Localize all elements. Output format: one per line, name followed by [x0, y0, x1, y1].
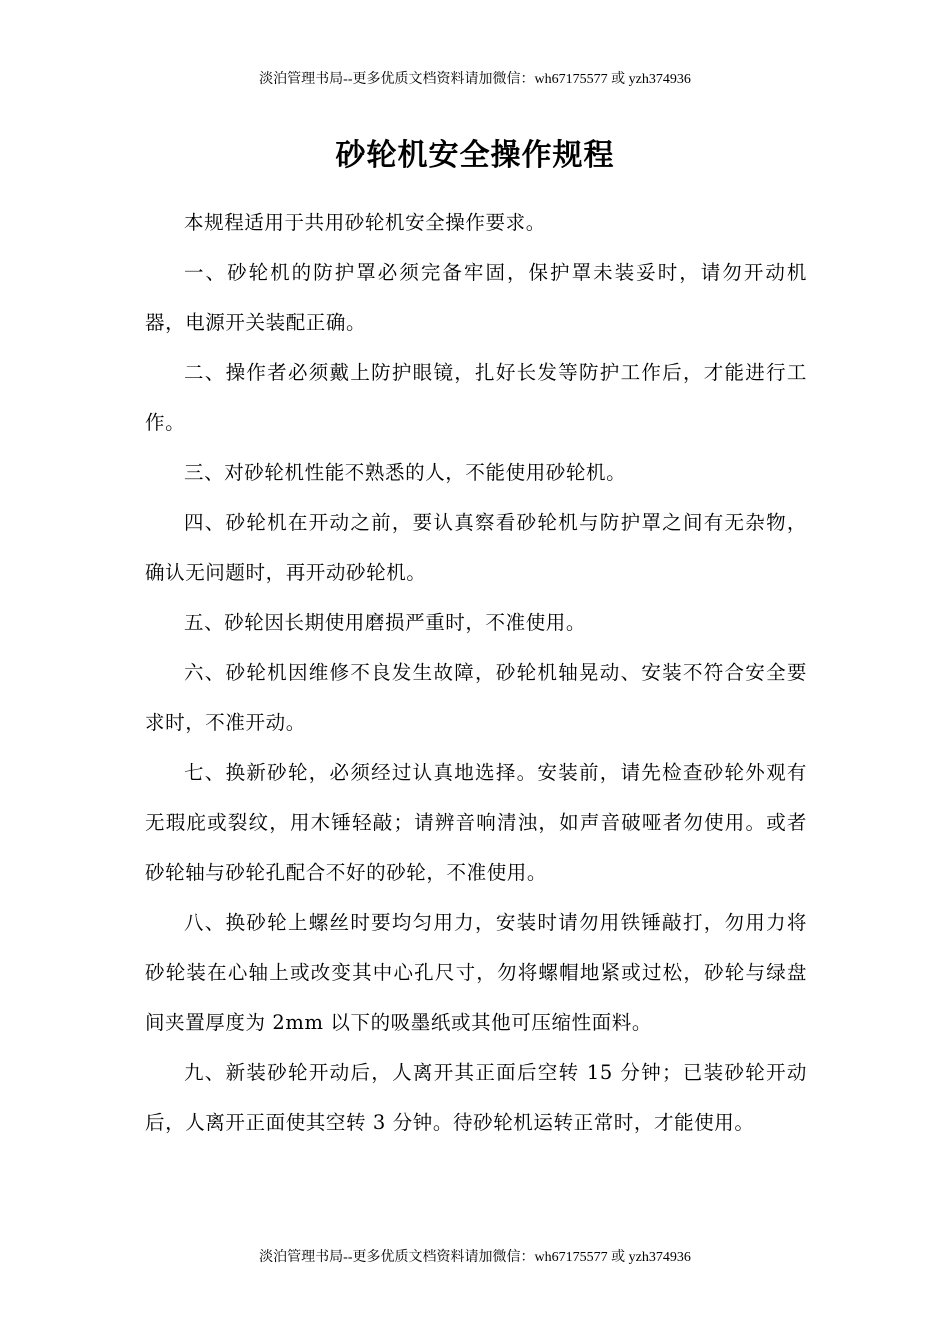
- paragraph-rule-3: 三、对砂轮机性能不熟悉的人，不能使用砂轮机。: [184, 461, 627, 484]
- page-footer: 淡泊管理书局--更多优质文档资料请加微信：wh67175577 或 yzh374936: [259, 1250, 691, 1265]
- paragraph-scope: 本规程适用于共用砂轮机安全操作要求。: [184, 211, 546, 234]
- paragraph-rule-7: 七、换新砂轮，必须经过认真地选择。安装前，请先检查砂轮外观有无瑕庇或裂纹，用木锤轻敲；请辨音响清浊，如声音破哑者勿使用。或者砂轮轴与砂轮孔配合不好的砂轮，不准使用。: [145, 761, 807, 884]
- page-header: 淡泊管理书局--更多优质文档资料请加微信：wh67175577 或 yzh374936: [259, 72, 691, 87]
- document-body: [145, 198, 807, 1148]
- paragraph-rule-8: 八、换砂轮上螺丝时要均匀用力，安装时请勿用铁锤敲打，勿用力将砂轮装在心轴上或改变其中心孔尺寸，勿将螺帽地紧或过松，砂轮与绿盘间夹置厚度为 2mm 以下的吸墨纸或其他可压缩性面料。: [145, 911, 807, 1034]
- paragraph-rule-6: 六、砂轮机因维修不良发生故障，砂轮机轴晃动、安装不符合安全要求时，不准开动。: [145, 661, 807, 734]
- paragraph-rule-2: 二、操作者必须戴上防护眼镜，扎好长发等防护工作后，才能进行工作。: [145, 361, 807, 434]
- paragraph-rule-9: 九、新装砂轮开动后，人离开其正面后空转 15 分钟；已装砂轮开动后，人离开正面使其空转 3 分钟。待砂轮机运转正常时，才能使用。: [145, 1061, 807, 1134]
- document-title: 砂轮机安全操作规程: [335, 138, 615, 173]
- paragraph-rule-1: 一、砂轮机的防护罩必须完备牢固，保护罩未装妥时，请勿开动机器，电源开关装配正确。: [145, 261, 807, 334]
- paragraph-rule-4: 四、砂轮机在开动之前，要认真察看砂轮机与防护罩之间有无杂物，确认无问题时，再开动砂轮机。: [145, 511, 807, 584]
- paragraph-rule-5: 五、砂轮因长期使用磨损严重时，不准使用。: [184, 611, 587, 634]
